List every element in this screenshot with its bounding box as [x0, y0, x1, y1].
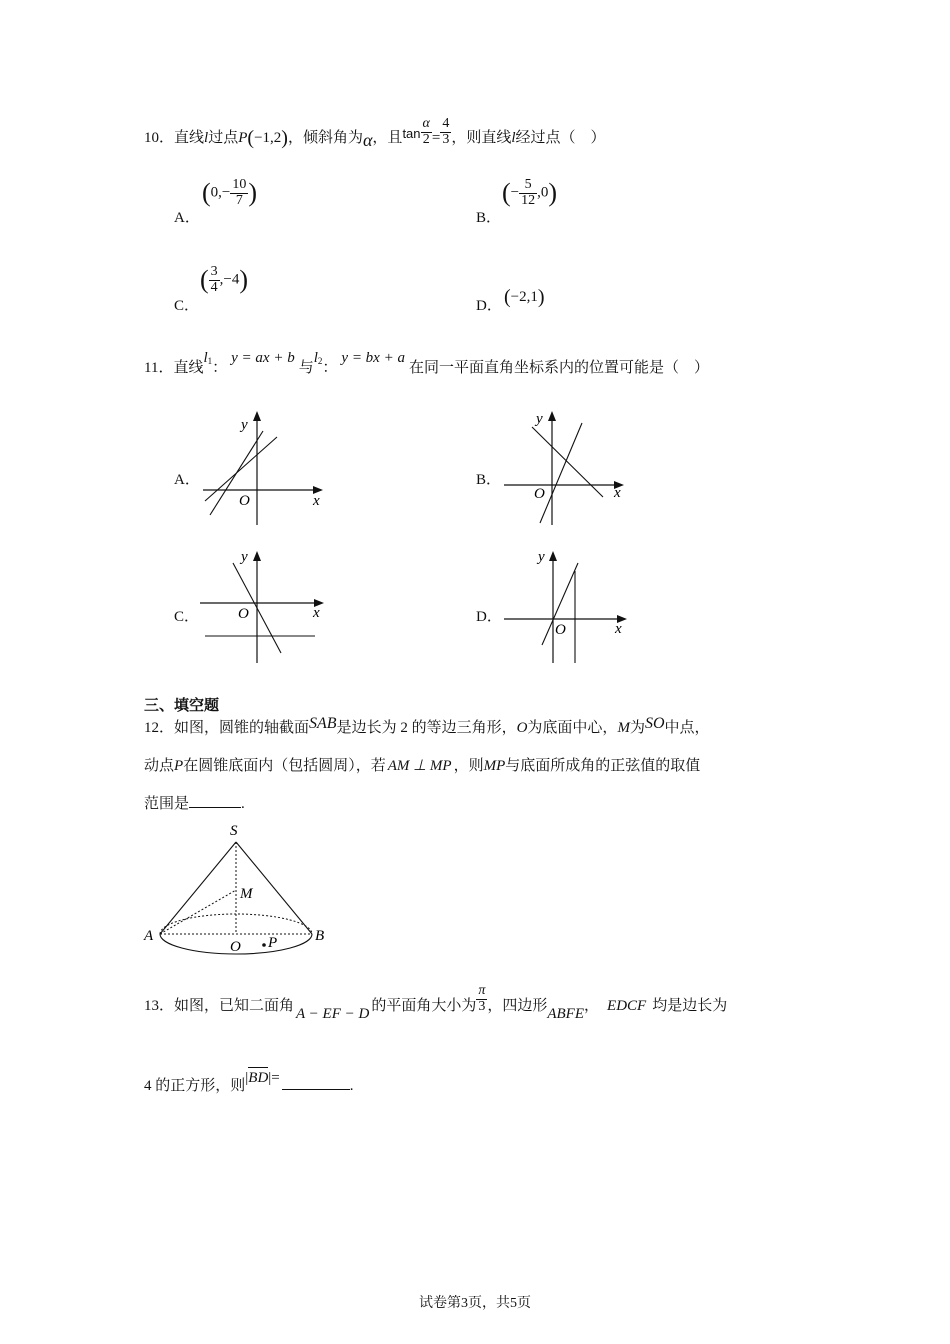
q13-text: . [349, 1078, 354, 1094]
q12-text: 范围是 [144, 796, 190, 812]
q11-option-d-label[interactable]: D． [476, 609, 502, 625]
q12-line2 [144, 754, 700, 775]
q10-alpha: α [362, 130, 373, 150]
q12-condition: AM ⊥ MP [387, 758, 452, 774]
q11-l2: l [313, 350, 318, 366]
q10-option-a-value: (0,− $\frac{10}{7}$ ) [202, 177, 258, 208]
q13-text: 均是边长为 [652, 998, 728, 1014]
frac [519, 178, 537, 208]
q10-tan: tan [402, 126, 421, 141]
q12-text: 12．如图，圆锥的轴截面 [144, 720, 310, 736]
q13-answer-blank[interactable] [282, 1075, 350, 1090]
label-b: B [315, 928, 325, 944]
q12-text: 动点 [144, 758, 175, 774]
origin-label: O [555, 622, 566, 638]
subscript: 2 [317, 356, 323, 366]
section-heading: 三、填空题 [144, 698, 220, 714]
frac [230, 178, 248, 208]
q12-text: ，则 [453, 758, 484, 774]
origin-label: O [238, 606, 249, 622]
q13-line2 [144, 1070, 354, 1095]
abs-bar: | [245, 1070, 249, 1086]
page-footer: 试卷第3页，共5页 [419, 1296, 531, 1311]
q11-graph-b [498, 405, 638, 530]
q10-option-b-value: (− $\frac{5}{12}$ ,0) [502, 177, 558, 208]
q11-option-b-label[interactable]: B． [476, 472, 502, 488]
q11-text: 在同一平面直角坐标系内的位置可能是（ ） [408, 360, 709, 376]
q10-text: 直线 [174, 130, 205, 146]
q13-pi-third [476, 984, 487, 1014]
q12-line3 [144, 792, 245, 813]
axis-x-label: x [614, 485, 621, 501]
opt-text: −2,1 [510, 288, 538, 305]
q13-text: 4 的正方形，则 [144, 1078, 246, 1094]
q10-option-d-label[interactable]: D． [476, 298, 502, 314]
label-p: P [268, 935, 278, 951]
q10-line-l: l [511, 130, 516, 146]
q12-text: 是边长为 2 的等边三角形， [336, 720, 517, 736]
q10-point-coords: −1,2 [254, 130, 282, 146]
opt-text: ,−4 [219, 271, 240, 288]
q11-graph-a [195, 405, 335, 530]
axis-x-label: x [313, 605, 320, 621]
equals: = [431, 130, 441, 146]
opt-text: ,0 [537, 184, 549, 201]
q11-eq1: y = ax + b [231, 350, 295, 366]
opt-text: − [510, 184, 520, 201]
q12-answer-blank[interactable] [189, 793, 241, 808]
q10-line-l: l [204, 130, 209, 146]
q12-o: O [516, 720, 528, 736]
q12-p: P [174, 758, 184, 774]
q11-stem [144, 350, 709, 378]
q10-option-d-value: (−2,1) [504, 286, 545, 308]
frac-den: 4 [210, 279, 218, 295]
frac-num: 10 [232, 177, 247, 192]
label-a: A [144, 928, 154, 944]
q12-line1 [144, 716, 710, 737]
q10-option-b-label[interactable]: B． [476, 210, 502, 226]
frac-den: 3 [442, 132, 450, 148]
q10-stem: 10．直线l过点P(−1,2)，倾斜角为α，且tan $\frac{\alpha}{2}$ = $\frac{4}{3}$ ，则直线l经过点（ ） [144, 116, 606, 150]
q11-text: 与 [298, 360, 314, 376]
q10-text: ，倾斜角为 [287, 130, 363, 146]
axis-y-label: y [241, 417, 248, 433]
q11-text: 11．直线 [144, 360, 204, 376]
frac-num: π [478, 983, 486, 999]
q11-option-c-label[interactable]: C． [174, 609, 200, 625]
q11-graph-c [195, 545, 335, 667]
q13-vector-abs [245, 1070, 279, 1086]
q10-number: 10． [144, 130, 175, 146]
frac [209, 265, 220, 295]
q10-four-thirds [440, 117, 451, 147]
q10-text: 经过点（ ） [515, 130, 606, 146]
q10-half-alpha [421, 117, 432, 147]
axis-x-label: x [615, 621, 622, 637]
q12-text: 在圆锥底面内（包括圆周），若 [183, 758, 386, 774]
axis-y-label: y [241, 549, 248, 565]
q12-mp: MP [483, 758, 506, 774]
frac-den: 3 [478, 999, 486, 1015]
q11-graph-d [498, 545, 638, 667]
frac-den: 12 [521, 192, 536, 208]
vector-label: BD [248, 1070, 269, 1086]
q12-sab: SAB [309, 715, 337, 732]
subscript: 1 [207, 356, 213, 366]
axis-y-label: y [536, 411, 543, 427]
q10-point-p: P [238, 130, 248, 146]
q13-edcf: EDCF [607, 998, 647, 1014]
q12-text: . [241, 796, 245, 812]
q12-text: 与底面所成角的正弦值的取值 [505, 758, 701, 774]
frac-den: 7 [235, 192, 243, 208]
q10-text: ，则直线 [451, 130, 512, 146]
label-m: M [240, 886, 253, 902]
q11-option-a-label[interactable]: A． [174, 472, 200, 488]
q13-line1 [144, 983, 728, 1022]
q12-text: 中点， [664, 720, 710, 736]
q10-text: ，且 [372, 130, 403, 146]
q13-text: ， [584, 998, 600, 1014]
q13-abfe: ABFE [547, 1006, 585, 1022]
origin-label: O [534, 486, 545, 502]
vector-bd [248, 1070, 268, 1087]
axis-x-label: x [313, 493, 320, 509]
q12-so: SO [644, 715, 665, 732]
q13-text: 的平面角大小为 [371, 998, 477, 1014]
q13-text: 13．如图，已知二面角 [144, 998, 295, 1014]
frac-den: 2 [422, 132, 430, 148]
q12-m: M [617, 720, 630, 736]
abs-bar: |= [268, 1070, 280, 1086]
q12-text: 为底面中心， [527, 720, 618, 736]
q13-dihedral: A − EF − D [296, 1006, 370, 1022]
q11-text: ： [322, 360, 338, 376]
label-s: S [230, 823, 238, 839]
q10-option-a-label[interactable]: A． [174, 210, 200, 226]
axis-y-label: y [538, 549, 545, 565]
q13-text: ，四边形 [487, 998, 548, 1014]
opt-text: 0,− [210, 184, 231, 201]
frac-num: 5 [519, 178, 537, 194]
frac-num: α [422, 116, 430, 132]
label-o: O [230, 939, 241, 955]
vector-arrow [248, 1067, 268, 1068]
frac-num: 3 [210, 264, 218, 279]
q11-eq2: y = bx + a [341, 350, 405, 366]
q12-cone-figure [140, 818, 340, 963]
q12-text: 为 [629, 720, 645, 736]
q10-option-c-value: ( $\frac{3}{4}$ ,−4) [200, 264, 249, 295]
q11-text: ： [212, 360, 228, 376]
q11-l1: l [203, 350, 208, 366]
frac-num: 4 [442, 116, 450, 132]
q10-option-c-label[interactable]: C． [174, 298, 200, 314]
q10-text: 过点 [208, 130, 239, 146]
origin-label: O [239, 493, 250, 509]
